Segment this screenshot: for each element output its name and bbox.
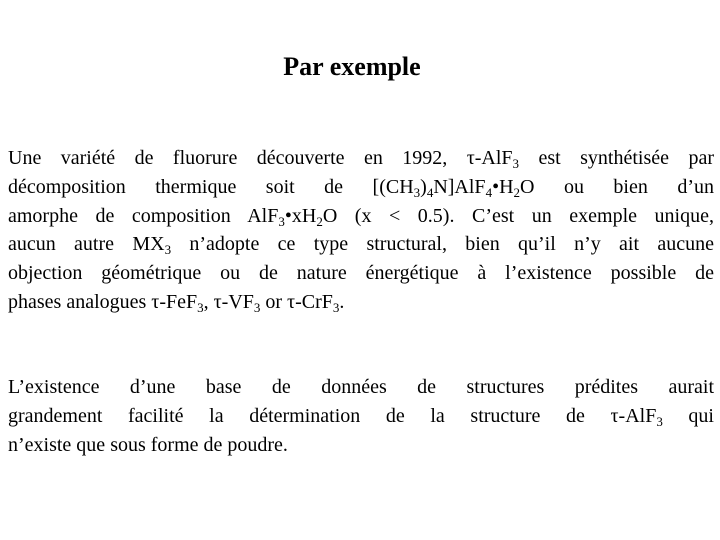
paragraph-2-line-3: n’existe que sous forme de poudre. [8, 433, 288, 456]
paragraph-2 [8, 373, 714, 459]
paragraph-1-line-3: amorphe de composition $AlF_3•xH_2O$ (x < 0.5). C’est un exemple unique, [8, 204, 714, 229]
paragraph-2-line-1: L’existence d’une base de données de structures prédites aurait [8, 376, 714, 398]
paragraph-1-line-4: aucun autre $MX_3$ n’adopte ce type structural, bien qu’il n’y ait aucune [8, 233, 714, 258]
paragraph-1 [8, 144, 714, 317]
slide-title: Par exemple [283, 52, 421, 81]
paragraph-2-line-2: grandement facilité la détermination de la structure de τ-AlF$_3$ qui [8, 404, 714, 429]
paragraph-1-line-5: objection géométrique ou de nature énergétique à l’existence possible de [8, 262, 714, 285]
paragraph-1-line-6: phases analogues τ-FeF$_3$, $\tau-VF_3$ or τ-CrF$_3$. [8, 290, 345, 315]
paragraph-1-line-2: décomposition thermique soit de $[(CH_3)_4N]AlF_4•H_2O$ ou bien d’un [8, 175, 714, 200]
paragraph-1-line-1: Une variété de fluorure découverte en 1992, τ-AlF$_3$ est synthétisée par [8, 147, 714, 171]
